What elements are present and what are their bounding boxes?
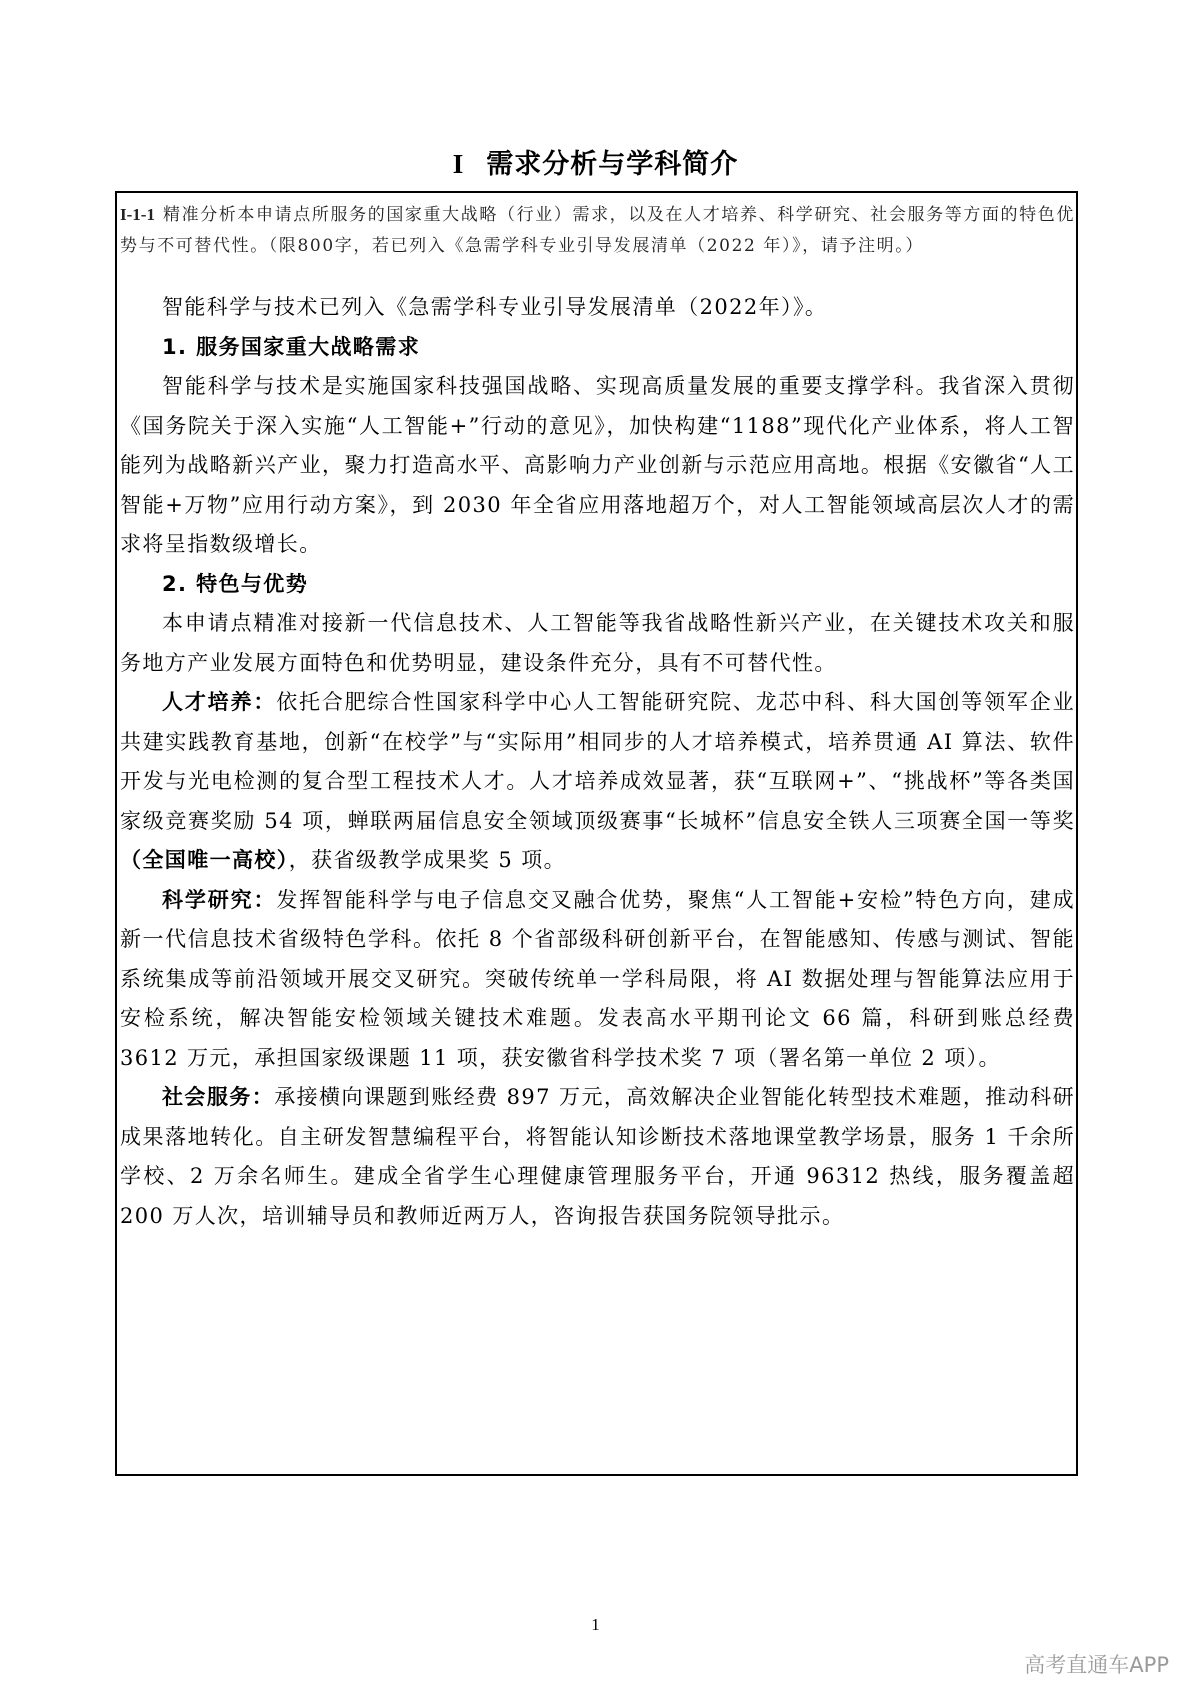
- section-title-text: 需求分析与学科简介: [486, 149, 739, 180]
- section-number: I: [452, 149, 465, 179]
- question-text: 精准分析本申请点所服务的国家重大战略（行业）需求，以及在人才培养、科学研究、社会服务等方面的特色优势与不可替代性。（限800字，若已列入《急需学科专业引导发展清单（2022 年）》，请予注明。）: [120, 205, 1075, 256]
- scientific-research-label: 科学研究：: [162, 887, 277, 912]
- intro-paragraph: 智能科学与技术已列入《急需学科专业引导发展清单（2022年）》。: [162, 295, 828, 319]
- paragraph-social-service: [120, 1078, 1075, 1236]
- paragraph-strategic-needs: 智能科学与技术是实施国家科技强国战略、实现高质量发展的重要支撑学科。我省深入贯彻《国务院关于深入实施“人工智能+”行动的意见》，加快构建“1188”现代化产业体系，将人工智能列为战略新兴产业，聚力打造高水平、高影响力产业创新与示范应用高地。根据《安徽省“人工智能+万物”应用行动方案》，到 2030 年全省应用落地超万个，对人工智能领域高层次人才的需求将呈指数级增长。: [120, 374, 1075, 556]
- talent-training-emphasis: （全国唯一高校）: [120, 848, 289, 872]
- talent-training-label: 人才培养：: [162, 690, 277, 714]
- social-service-label: 社会服务：: [162, 1085, 275, 1109]
- heading-features-advantages: 2. 特色与优势: [162, 571, 309, 596]
- form-box: [115, 191, 1078, 1476]
- watermark: 高考直通车APP: [1024, 1653, 1169, 1677]
- answer-content: [120, 288, 1075, 1236]
- question-id: I-1-1: [120, 205, 155, 224]
- heading-strategic-needs: 1. 服务国家重大战略需求: [162, 334, 421, 359]
- paragraph-talent-training: [120, 683, 1075, 881]
- scientific-research-text: 发挥智能科学与电子信息交叉融合优势，聚焦“人工智能+安检”特色方向，建成新一代信息技术省级特色学科。依托 8 个省部级科研创新平台，在智能感知、传感与测试、智能系统集成等前沿领域开展交叉研究。突破传统单一学科局限，将 AI 数据处理与智能算法应用于安检系统，解决智能安检领域关键技术难题。发表高水平期刊论文 66 篇，科研到账总经费 3612 万元，承担国家级课题 11 项，获安徽省科学技术奖 7 项（署名第一单位 2 项）。: [120, 887, 1076, 1070]
- paragraph-features-advantages: 本申请点精准对接新一代信息技术、人工智能等我省战略性新兴产业，在关键技术攻关和服务地方产业发展方面特色和优势明显，建设条件充分，具有不可替代性。: [120, 611, 1075, 675]
- talent-training-text-b: ，获省级教学成果奖 5 项。: [288, 848, 567, 872]
- paragraph-scientific-research: [120, 881, 1075, 1079]
- talent-training-text-a: 依托合肥综合性国家科学中心人工智能研究院、龙芯中科、科大国创等领军企业共建实践教育基地，创新“在校学”与“实际用”相同步的人才培养模式，培养贯通 AI 算法、软件开发与光电检测的复合型工程技术人才。人才培养成效显著，获“互联网+”、“挑战杯”等各类国家级竞赛奖励 54 项，蝉联两届信息安全领域顶级赛事“长城杯”信息安全铁人三项赛全国一等奖: [120, 690, 1076, 833]
- page-number: 1: [591, 1615, 600, 1634]
- social-service-text: 承接横向课题到账经费 897 万元，高效解决企业智能化转型技术难题，推动科研成果落地转化。自主研发智慧编程平台，将智能认知诊断技术落地课堂教学场景，服务 1 千余所学校、2 万余名师生。建成全省学生心理健康管理服务平台，开通 96312 热线，服务覆盖超 200 万人次，培训辅导员和教师近两万人，咨询报告获国务院领导批示。: [120, 1085, 1076, 1228]
- question-prompt: [120, 199, 1075, 262]
- section-title: [0, 142, 1191, 181]
